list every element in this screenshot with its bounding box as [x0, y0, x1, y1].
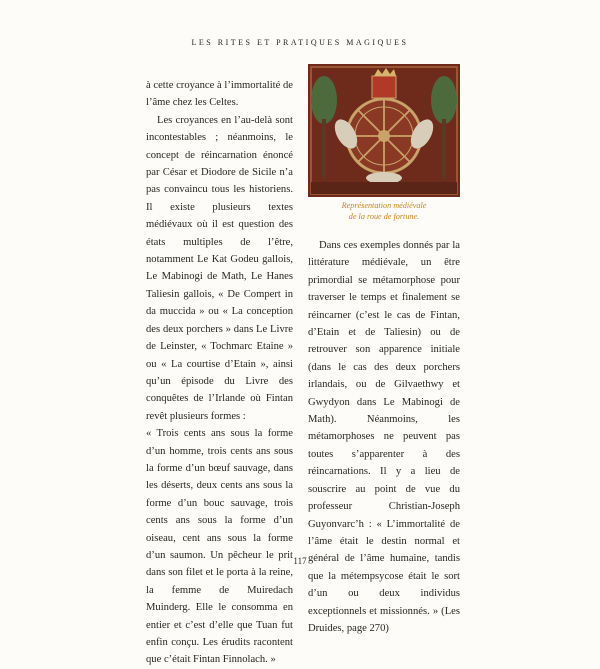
right-column [308, 237, 460, 637]
right-paragraph-1: Dans ces exemples donnés par la littérature médiévale, un être primordial se métamorphose pour traverser le temps et finalement se réincarner (c’est le cas de Fintan, d’Etain et de Taliesin) ou de retrouver son apparence initiale (dans le cas des deux porchers irlandais, ou de Gilvaethwy et Gwydyon dans Le Mabinogi de Math). Néanmoins, les métamorphoses ne peuvent pas toutes s’apparenter à des réincarnations. Il y a lieu de souscrire au point de vue du professeur Christian-Joseph Guyonvarc’h : « L’immortalité de l’âme était le destin normal et général de l’âme humaine, tandis que la métempsycose était le sort d’un ou deux individus exceptionnels et missionnés. » (Les Druides, page 270) [308, 240, 460, 634]
left-paragraph-1: à cette croyance à l’immortalité de l’âme chez les Celtes. [146, 80, 293, 109]
left-column [146, 77, 293, 669]
left-paragraph-2: Les croyances en l’au-delà sont incontestables ; néanmoins, le concept de réincarnation énoncé par César et Diodore de Sicile n’a pas convaincu tous les historiens. Il existe plusieurs textes médiévaux où il est question des états multiples de l’être, notamment Le Kat Godeu gallois, Le Mabinogi de Math, Le Hanes Taliesin gallois, « De Compert in da muccida » ou « La conception des deux porchers » dans Le Livre de Leinster, « Tochmarc Etaine » ou « La courtise d’Etain », ainsi qu’un épisode du Livre des conquêtes de l’Irlande où Fintan revêt plusieurs formes : [146, 114, 293, 422]
figure-caption-line-2: de la roue de fortune. [348, 212, 420, 221]
wheel-of-fortune-image [308, 64, 460, 197]
figure-caption-line-1: Représentation médiévale [341, 201, 427, 210]
left-quote-paragraph: « Trois cents ans sous la forme d’un homme, trois cents ans sous la forme d’un bœuf sauvage, dans les déserts, deux cents ans sous la forme d’un bouc sauvage, trois cents ans sous la forme d’un oiseau, cent ans sous la forme d’un saumon. Un pêcheur le prit dans son filet et le porta à la reine, la femme de Muiredach Muinderg. Elle le consomma en entier et c’est d’elle que Tuan fut enfin conçu. Les érudits racontent que c’était Fintan Finnolach. » [146, 428, 293, 666]
wheel-of-fortune-illustration [308, 64, 460, 197]
page-number: 117 [293, 556, 307, 566]
figure-caption [308, 200, 460, 222]
running-head: LES RITES ET PRATIQUES MAGIQUES [191, 38, 409, 47]
